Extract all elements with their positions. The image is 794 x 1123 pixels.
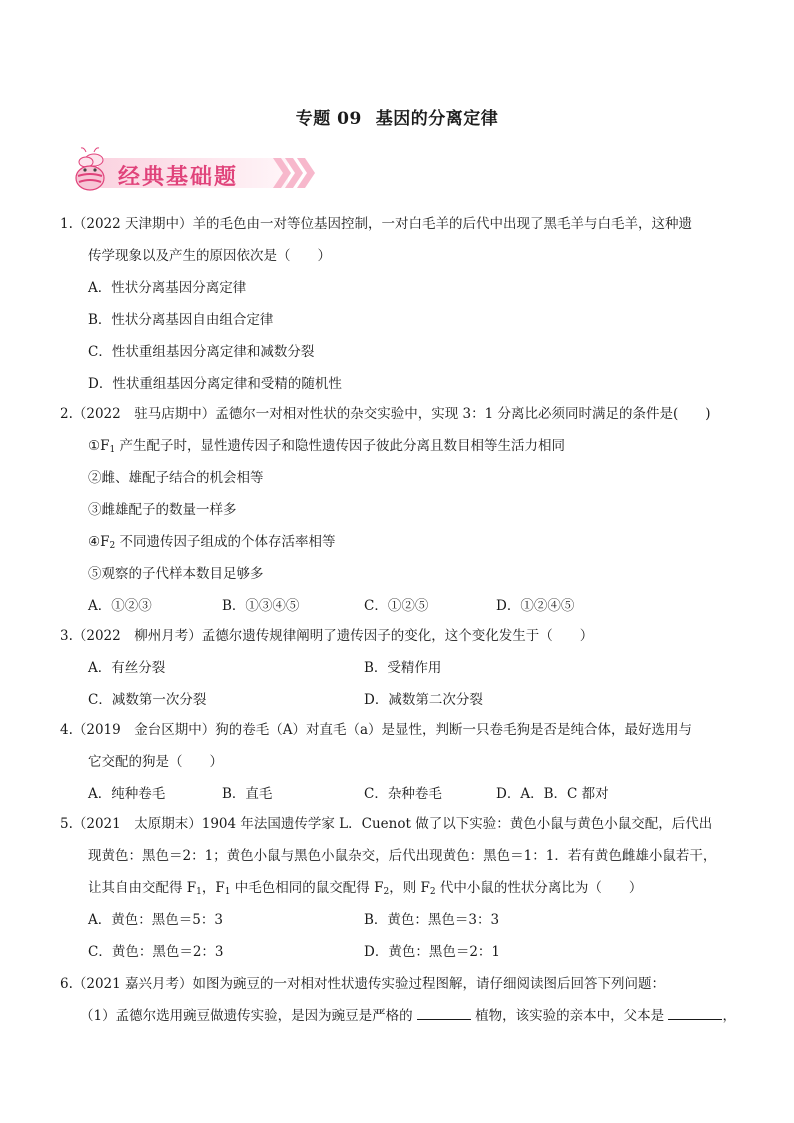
q3-option-c: C．减数第一次分裂 — [88, 692, 207, 708]
q2-statement-4: $④F_2$ 不同遗传因子组成的个体存活率相等 — [88, 534, 336, 551]
q2-statement-5: ⑤观察的子代样本数目足够多 — [88, 566, 264, 582]
q3-option-b: B．受精作用 — [364, 660, 442, 676]
q4-option-c: C．杂种卷毛 — [364, 786, 442, 802]
q5-stem-line3: 让其自由交配得 $F_1$，$F_1$ 中毛色相同的鼠交配得 $F_2$，则 $F_2$ 代中小鼠的性状分离比为（ ） — [88, 880, 643, 897]
q3-stem-line1: 3.（2022 柳州月考）孟德尔遗传规律阐明了遗传因子的变化，这个变化发生于（ ） — [60, 628, 594, 644]
q2-option-c: C．①②⑤ — [364, 598, 429, 614]
q4-option-b: B．直毛 — [222, 786, 273, 802]
title-number: 专题 09 — [295, 109, 362, 129]
q2-statement-1: $①F_1$ 产生配子时，显性遗传因子和隐性遗传因子彼此分离且数目相等生活力相同 — [88, 438, 566, 455]
q5-option-b: B．黄色：黑色＝3：3 — [364, 912, 500, 928]
q4-stem-line2: 它交配的狗是（ ） — [88, 754, 223, 770]
section-banner-label: 经典基础题 — [118, 165, 239, 190]
q5-option-c: C．黄色：黑色＝2：3 — [88, 944, 224, 960]
q2-statement-3: ③雌雄配子的数量一样多 — [88, 502, 237, 518]
q2-option-d: D．①②④⑤ — [496, 598, 575, 614]
q5-stem-line2: 现黄色：黑色＝2：1；黄色小鼠与黑色小鼠杂交，后代出现黄色：黑色＝1：1．若有黄色雌雄小鼠若干， — [88, 848, 717, 864]
q2-option-a: A．①②③ — [88, 598, 152, 614]
q3-option-d: D．减数第二次分裂 — [364, 692, 483, 708]
answer-blank[interactable] — [417, 1007, 471, 1020]
title-text: 基因的分离定律 — [375, 109, 499, 129]
bee-mascot-icon — [76, 148, 104, 190]
q1-option-c: C．性状重组基因分离定律和减数分裂 — [88, 344, 315, 360]
q5-stem-line1: 5.（2021 太原期末）1904 年法国遗传学家 L．Cuenot 做了以下实验：黄色小鼠与黄色小鼠交配，后代出 — [60, 816, 713, 832]
q1-stem-line2: 传学现象以及产生的原因依次是（ ） — [88, 248, 331, 264]
q5-option-d: D．黄色：黑色＝2：1 — [364, 944, 501, 960]
q6-subquestion-1: （1）孟德尔选用豌豆做遗传实验，是因为豌豆是严格的 植物，该实验的亲本中，父本是 ， — [80, 1008, 736, 1024]
q2-option-b: B．①③④⑤ — [222, 598, 300, 614]
q5-option-a: A．黄色：黑色＝5：3 — [88, 912, 223, 928]
q2-statement-2: ②雌、雄配子结合的机会相等 — [88, 470, 264, 486]
q1-option-d: D．性状重组基因分离定律和受精的随机性 — [88, 376, 342, 392]
page-title — [0, 104, 794, 129]
q1-option-a: A．性状分离基因分离定律 — [88, 280, 247, 296]
q4-option-d: D．A．B．C 都对 — [496, 786, 609, 802]
answer-blank[interactable] — [668, 1007, 722, 1020]
q1-option-b: B．性状分离基因自由组合定律 — [88, 312, 274, 328]
q1-stem-line1: 1.（2022 天津期中）羊的毛色由一对等位基因控制，一对白毛羊的后代中出现了黑毛羊与白毛羊，这种遗 — [60, 216, 693, 232]
q4-stem-line1: 4.（2019 金台区期中）狗的卷毛（A）对直毛（a）是显性，判断一只卷毛狗是否是纯合体，最好选用与 — [60, 722, 693, 738]
q4-option-a: A．纯种卷毛 — [88, 786, 166, 802]
q3-option-a: A．有丝分裂 — [88, 660, 166, 676]
q6-stem-line1: 6.（2021 嘉兴月考）如图为豌豆的一对相对性状遗传实验过程图解，请仔细阅读图后回答下列问题： — [60, 976, 666, 992]
q2-stem-line1: 2.（2022 驻马店期中）孟德尔一对相对性状的杂交实验中，实现 3：1 分离比必须同时满足的条件是( ) — [60, 406, 711, 422]
